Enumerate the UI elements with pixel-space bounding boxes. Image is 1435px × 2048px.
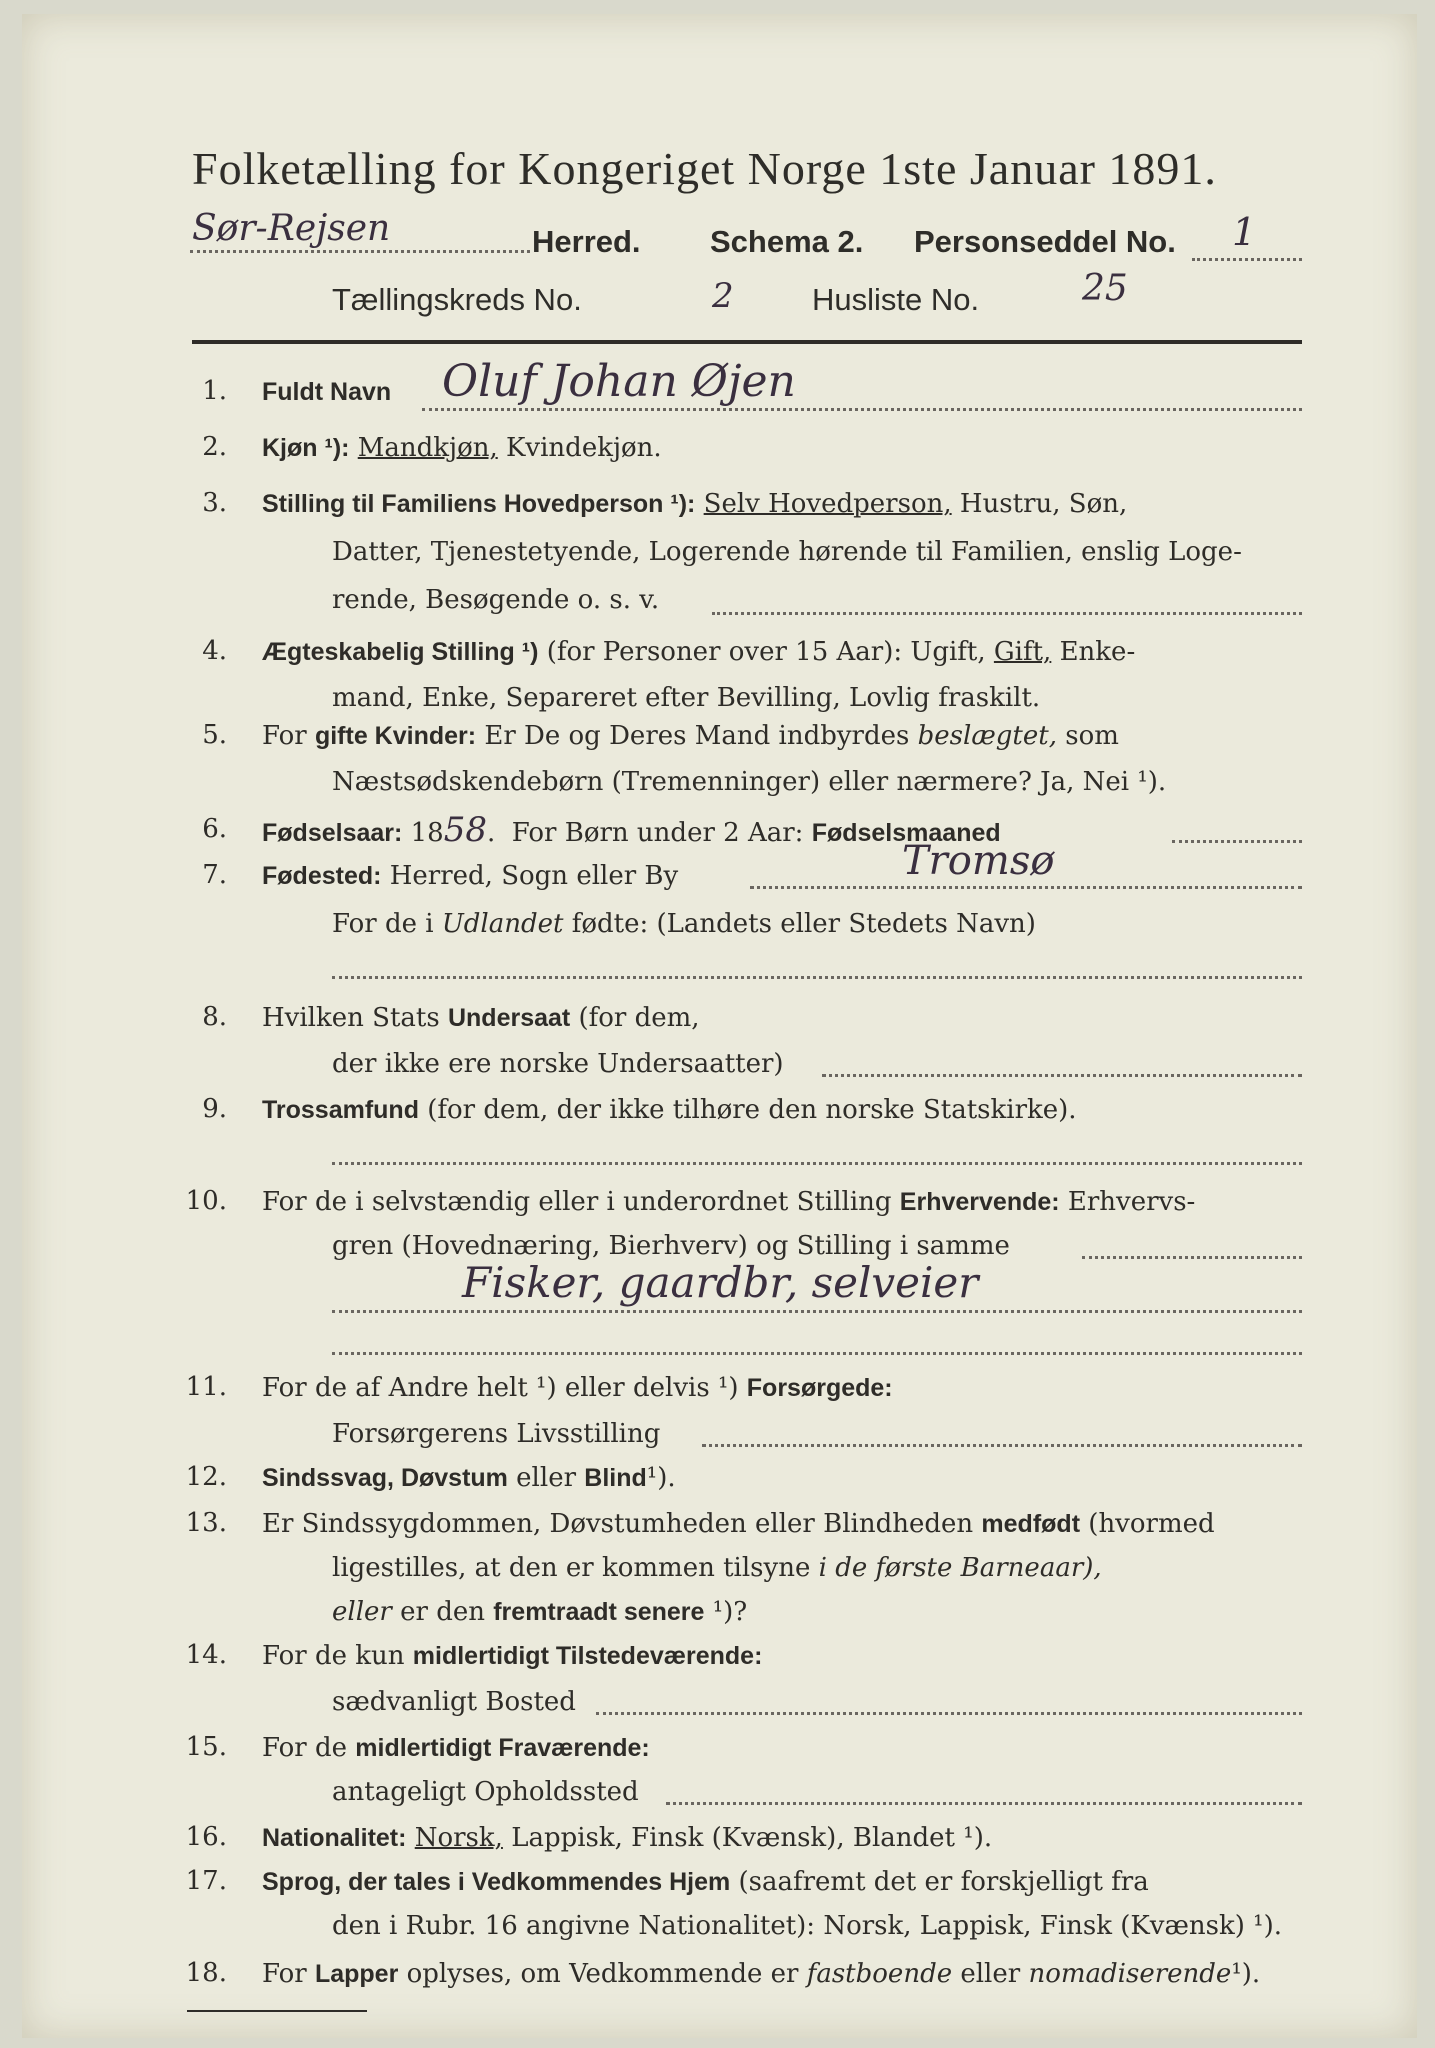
q12-number: 12. xyxy=(185,1462,227,1492)
q15-number: 15. xyxy=(185,1732,227,1762)
q18-text: oplyses, om Vedkommende er xyxy=(406,1959,799,1989)
q13-line3-label: fremtraadt senere xyxy=(493,1598,705,1626)
q7-line2 xyxy=(332,908,1036,940)
q15-dotline xyxy=(666,1802,1302,1805)
q4-label: Ægteskabelig Stilling ¹) xyxy=(262,638,539,666)
q16-post: Lappisk, Finsk (Kvænsk), Blandet ¹). xyxy=(511,1823,993,1853)
q12-label2: Blind xyxy=(584,1464,647,1492)
husliste-label: Husliste No. xyxy=(812,282,980,317)
q13-line2-pre: ligestilles, at den er kommen tilsyne xyxy=(332,1553,811,1583)
q17-line1 xyxy=(262,1866,1149,1898)
q5-emphasis: beslægtet, xyxy=(917,721,1057,751)
q18-emphasis2: nomadiserende xyxy=(1028,1959,1232,1989)
q6-text: For Børn under 2 Aar: xyxy=(511,818,804,848)
q13-number: 13. xyxy=(185,1508,227,1538)
q14-pre: For de kun xyxy=(262,1641,405,1671)
q6-number: 6. xyxy=(202,814,227,844)
q17-line2: den i Rubr. 16 angivne Nationalitet): Norsk, Lappisk, Finsk (Kvænsk) ¹). xyxy=(332,1911,1283,1941)
q9-dotline xyxy=(332,1162,1302,1165)
q13-line3 xyxy=(332,1596,747,1628)
q11-line2: Forsørgerens Livsstilling xyxy=(332,1419,661,1449)
q3-dotline xyxy=(712,612,1302,615)
q18-post: ¹). xyxy=(1231,1959,1261,1989)
q2-number: 2. xyxy=(202,432,227,462)
q17-label: Sprog, der tales i Vedkommendes Hjem xyxy=(262,1868,731,1896)
q5-line2: Næstsødskendebørn (Tremenninger) eller nærmere? Ja, Nei ¹). xyxy=(332,767,1167,797)
q7-line1 xyxy=(262,860,678,892)
q15-line1 xyxy=(262,1732,650,1764)
q10-pre: For de i selvstændig eller i underordnet Stilling xyxy=(262,1187,892,1217)
q9-text: (for dem, der ikke tilhøre den norske Statskirke). xyxy=(427,1095,1077,1125)
q12-line xyxy=(262,1462,676,1494)
q3-selected: Selv Hovedperson, xyxy=(703,489,952,519)
census-form-sheet xyxy=(22,14,1417,2038)
q15-pre: For de xyxy=(262,1733,347,1763)
q5-number: 5. xyxy=(202,720,227,750)
q7-label: Fødested: xyxy=(262,862,382,890)
q10-dotline3 xyxy=(332,1352,1302,1355)
form-title: Folketælling for Kongeriget Norge 1ste Januar 1891. xyxy=(192,143,1217,194)
q6-value: 58 xyxy=(443,810,487,850)
q9-number: 9. xyxy=(202,1094,227,1124)
q4-line1 xyxy=(262,636,1135,668)
kreds-value: 2 xyxy=(712,276,734,316)
q17-post: (saafremt det er forskjelligt fra xyxy=(738,1867,1149,1897)
q11-label: Forsørgede: xyxy=(746,1374,893,1402)
q9-line xyxy=(262,1094,1077,1126)
q7-line2-post: fødte: (Landets eller Stedets Navn) xyxy=(571,909,1036,939)
q7-line2-pre: For de i xyxy=(332,909,434,939)
q11-number: 11. xyxy=(185,1372,227,1402)
q1-dotline xyxy=(422,408,1302,411)
q10-line2: gren (Hovednæring, Bierhverv) og Stilling i samme xyxy=(332,1231,1010,1261)
personseddel-dotline xyxy=(1192,258,1302,261)
q13-line1 xyxy=(262,1508,1215,1540)
q5-label: gifte Kvinder: xyxy=(314,722,477,750)
q5-line1 xyxy=(262,720,1119,752)
q10-line1 xyxy=(262,1186,1195,1218)
q11-pre: For de af Andre helt ¹) eller delvis ¹) xyxy=(262,1373,739,1403)
q17-number: 17. xyxy=(185,1866,227,1896)
q4-selected: Gift, xyxy=(993,637,1052,667)
q16-selected: Norsk, xyxy=(414,1823,503,1853)
herred-label: Herred. xyxy=(532,224,641,259)
q4-pre: (for Personer over 15 Aar): Ugift, xyxy=(546,637,986,667)
q7-number: 7. xyxy=(202,860,227,890)
q5-text: Er De og Deres Mand indbyrdes xyxy=(484,721,910,751)
q2-option-female: Kvindekjøn. xyxy=(506,433,662,463)
q3-line2: Datter, Tjenestetyende, Logerende hørende til Familien, enslig Loge- xyxy=(332,537,1242,567)
herred-dotline xyxy=(190,250,530,253)
footer-rule xyxy=(187,2010,367,2012)
q14-dotline xyxy=(596,1712,1302,1715)
q11-line1 xyxy=(262,1372,893,1404)
q13-line2 xyxy=(332,1552,1102,1584)
herred-value: Sør-Rejsen xyxy=(192,208,391,249)
q18-mid: eller xyxy=(960,1959,1021,1989)
schema-label: Schema 2. xyxy=(710,224,864,259)
q7-dotline xyxy=(750,886,1302,889)
q3-number: 3. xyxy=(202,488,227,518)
q8-pre: Hvilken Stats xyxy=(262,1003,440,1033)
q6-line: Fødselsaar: 1858. For Børn under 2 Aar: Fødselsmaaned xyxy=(262,810,1001,850)
q2-line xyxy=(262,432,662,464)
q8-line1 xyxy=(262,1002,700,1034)
q8-label: Undersaat xyxy=(447,1004,571,1032)
q14-number: 14. xyxy=(185,1640,227,1670)
q12-mid: eller xyxy=(516,1463,577,1493)
q10-value: Fisker, gaardbr, selveier xyxy=(462,1258,979,1307)
q3-line3: rende, Besøgende o. s. v. xyxy=(332,585,660,615)
q7-line2-emphasis: Udlandet xyxy=(441,909,564,939)
header-rule xyxy=(192,340,1302,344)
q6-label: Fødselsaar: xyxy=(262,819,403,847)
q13-label: medfødt xyxy=(981,1510,1081,1538)
kreds-label: Tællingskreds No. xyxy=(332,282,582,317)
q12-label: Sindssvag, Døvstum xyxy=(262,1464,508,1492)
personseddel-label: Personseddel No. xyxy=(914,224,1176,259)
q8-post: (for dem, xyxy=(578,1003,700,1033)
q10-dotline1 xyxy=(1082,1256,1302,1259)
q10-label: Erhvervende: xyxy=(899,1188,1060,1216)
q3-label: Stilling til Familiens Hovedperson ¹): xyxy=(262,490,696,518)
q16-line xyxy=(262,1822,992,1854)
q4-post: Enke- xyxy=(1059,637,1136,667)
q13-line2-emphasis: i de første Barneaar), xyxy=(818,1553,1102,1583)
q3-line1 xyxy=(262,488,1127,520)
q16-label: Nationalitet: xyxy=(262,1824,407,1852)
q1-value: Oluf Johan Øjen xyxy=(442,356,796,407)
q4-line2: mand, Enke, Separeret efter Bevilling, Lovlig fraskilt. xyxy=(332,683,1041,713)
q4-number: 4. xyxy=(202,636,227,666)
q15-label: midlertidigt Fraværende: xyxy=(355,1734,650,1762)
q2-option-male: Mandkjøn, xyxy=(357,433,498,463)
q1-number: 1. xyxy=(202,376,227,406)
husliste-value: 25 xyxy=(1082,268,1128,309)
q14-line2: sædvanligt Bosted xyxy=(332,1687,576,1717)
q18-emphasis1: fastboende xyxy=(806,1959,953,1989)
q18-pre: For xyxy=(262,1959,307,1989)
q18-line xyxy=(262,1958,1260,1990)
q5-post: som xyxy=(1065,721,1119,751)
q6-label2: Fødselsmaaned xyxy=(811,819,1001,847)
q13-pre: Er Sindssygdommen, Døvstumheden eller Blindheden xyxy=(262,1509,974,1539)
q6-prefix: 18 xyxy=(410,818,444,848)
q3-rest: Hustru, Søn, xyxy=(959,489,1128,519)
q9-label: Trossamfund xyxy=(262,1096,419,1124)
q13-line3-pre: er den xyxy=(400,1597,485,1627)
q14-label: midlertidigt Tilstedeværende: xyxy=(412,1642,763,1670)
q5-pre: For xyxy=(262,721,307,751)
q13-line3-emphasis: eller xyxy=(332,1597,392,1627)
q1-label: Fuldt Navn xyxy=(262,378,392,406)
q16-number: 16. xyxy=(185,1822,227,1852)
q10-number: 10. xyxy=(185,1186,227,1216)
q12-post: ¹). xyxy=(646,1463,676,1493)
q13-line3-post: ¹)? xyxy=(712,1597,748,1627)
q14-line1 xyxy=(262,1640,762,1672)
q7-dotline2 xyxy=(332,976,1302,979)
q7-value: Tromsø xyxy=(902,838,1055,884)
personseddel-value: 1 xyxy=(1232,210,1257,254)
q8-line2: der ikke ere norske Undersaatter) xyxy=(332,1049,784,1079)
q10-dotline2 xyxy=(332,1310,1302,1313)
q13-post: (hvormed xyxy=(1088,1509,1215,1539)
q18-number: 18. xyxy=(185,1958,227,1988)
q6-dotline xyxy=(1172,840,1302,843)
q8-dotline xyxy=(822,1074,1302,1077)
q15-line2: antageligt Opholdssted xyxy=(332,1777,639,1807)
q18-label: Lapper xyxy=(314,1960,399,1988)
q10-post: Erhvervs- xyxy=(1067,1187,1196,1217)
q7-text: Herred, Sogn eller By xyxy=(389,861,679,891)
q2-label: Kjøn ¹): xyxy=(262,434,350,462)
q8-number: 8. xyxy=(202,1002,227,1032)
q11-dotline xyxy=(702,1444,1302,1447)
